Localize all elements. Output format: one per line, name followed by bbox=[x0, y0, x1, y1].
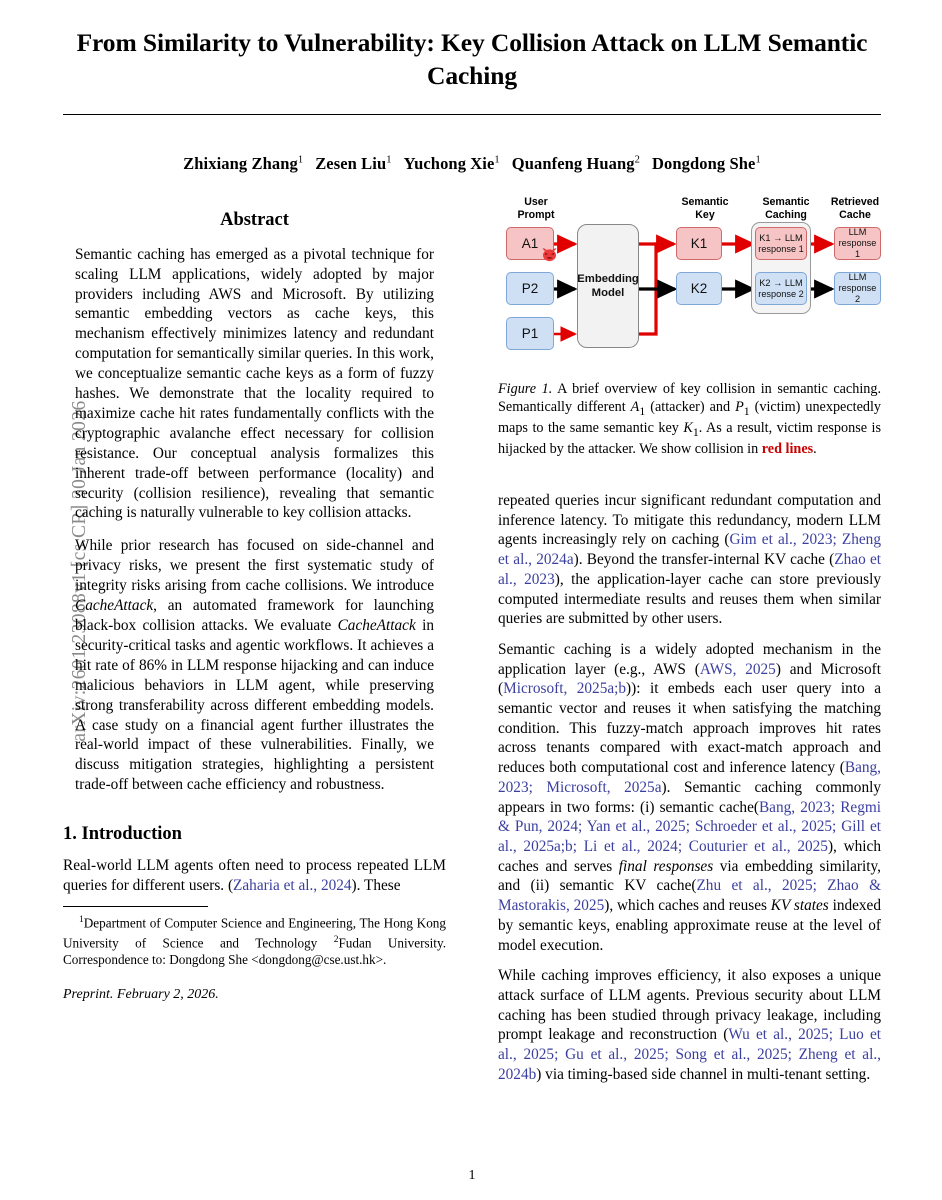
citation-link[interactable]: Zaharia et al., 2024 bbox=[233, 876, 352, 894]
caption-symbol-p1: P bbox=[735, 398, 744, 415]
node-cache-entry-1[interactable] bbox=[755, 227, 807, 260]
body-text: ). Beyond the transfer-internal KV cache ( bbox=[573, 551, 835, 569]
node-semantic-key-k1[interactable]: K1 bbox=[676, 227, 722, 260]
citation-sep: ; bbox=[664, 1046, 676, 1064]
section-heading-introduction: 1. Introduction bbox=[63, 824, 182, 845]
node-victim-prompt-p1[interactable]: P1 bbox=[506, 317, 554, 350]
diagram-label-semantic-caching: Semantic Caching bbox=[762, 196, 810, 221]
citation-sep: ; bbox=[578, 818, 587, 836]
footnote-marker-2: 2 bbox=[333, 935, 339, 946]
citation-sep: ; bbox=[677, 837, 689, 855]
emphasis-kv-states: KV states bbox=[770, 897, 829, 915]
citation-link[interactable]: Yan et al., 2025 bbox=[586, 818, 686, 836]
author-name: Zhixiang Zhang bbox=[183, 154, 298, 173]
right-paragraph-1 bbox=[498, 491, 881, 629]
footnote-block bbox=[63, 912, 446, 969]
author-entry bbox=[652, 154, 761, 173]
body-text: ), which caches and reuses bbox=[604, 897, 771, 915]
cacheattack-name: CacheAttack bbox=[337, 617, 416, 635]
body-text: ) and Microsoft ( bbox=[498, 660, 881, 698]
citation-link[interactable]: Bang, 2023 bbox=[498, 759, 881, 796]
citation-link[interactable]: Wu et al., 2025 bbox=[728, 1026, 829, 1044]
intro-text: Real-world LLM agents often need to process repeated LLM queries for different users. ( bbox=[63, 856, 446, 894]
abstract-body bbox=[63, 245, 446, 795]
node-victim-prompt-p2[interactable]: P2 bbox=[506, 272, 554, 305]
abstract-heading: Abstract bbox=[220, 210, 289, 230]
figure-diagram bbox=[498, 196, 881, 371]
diagram-label-semantic-key: Semantic Key bbox=[681, 196, 729, 221]
body-text: While caching improves efficiency, it also exposes a unique attack surface of LLM agents. Previous security about LLM caching has been studied through privacy leakage, including prompt leakage and reconstruction ( bbox=[498, 967, 881, 1044]
body-text: ), the application-layer cache can store previously computed intermediate results and reuses them when similar queries are submitted by other users. bbox=[498, 570, 881, 628]
citation-sep: ; bbox=[812, 877, 828, 895]
citation-sep: ; bbox=[787, 1046, 799, 1064]
retrieved-cache-2-line-1: LLM bbox=[848, 272, 867, 282]
node-cache-entry-2[interactable] bbox=[755, 272, 807, 305]
caption-red-lines: red lines bbox=[761, 441, 814, 458]
author-entry bbox=[404, 154, 500, 173]
citation-link[interactable]: Bang, 2023 bbox=[758, 798, 831, 816]
citation-link[interactable]: Couturier et al., 2025 bbox=[688, 837, 828, 855]
body-text: ). Semantic caching commonly appears in two forms: (i) semantic cache( bbox=[498, 778, 881, 816]
body-text: ) via timing-based side channel in multi-tenant setting. bbox=[536, 1065, 871, 1083]
retrieved-cache-2-line-2: response 2 bbox=[838, 283, 877, 304]
cache-entry-2-line-1: K2 → LLM bbox=[759, 277, 803, 288]
intro-text: ). These bbox=[351, 876, 401, 894]
figure-caption bbox=[498, 381, 881, 459]
citation-sep: ; bbox=[830, 798, 841, 816]
body-text: ), which caches and serves bbox=[498, 837, 881, 875]
citation-link[interactable]: Zhu et al., 2025 bbox=[696, 877, 813, 895]
citation-link[interactable]: Microsoft, 2025a;b bbox=[503, 680, 627, 698]
author-name: Dongdong She bbox=[652, 154, 756, 173]
node-attacker-prompt-a1[interactable]: A1 bbox=[506, 227, 554, 260]
abstract-text: , an automated framework for launching black-box collision attacks. We evaluate bbox=[75, 597, 434, 635]
footnote-affiliation-1: Department of Computer Science and Engineering, The Hong Kong University of Science and Technology bbox=[63, 915, 446, 951]
caption-symbol-k1-sub: 1 bbox=[692, 424, 699, 439]
left-column bbox=[63, 196, 446, 1005]
citation-link[interactable]: Song et al., 2025 bbox=[675, 1046, 788, 1064]
citation-link[interactable]: Zheng et al., 2024b bbox=[498, 1046, 881, 1083]
citation-link[interactable]: Luo et al., 2025 bbox=[498, 1026, 881, 1064]
cache-entry-1-line-1: K1 → LLM bbox=[759, 232, 803, 243]
node-retrieved-cache-2[interactable] bbox=[834, 272, 881, 305]
author-affiliation-marker: 1 bbox=[755, 154, 761, 166]
right-column bbox=[498, 196, 881, 1095]
citation-link[interactable]: AWS, 2025 bbox=[699, 660, 776, 678]
author-name: Zesen Liu bbox=[315, 154, 387, 173]
citation-link[interactable]: Zhao et al., 2023 bbox=[498, 551, 882, 588]
caption-text: A brief overview of key collision in semantic caching. Semantically different bbox=[498, 381, 881, 415]
citation-sep: ; bbox=[572, 837, 584, 855]
body-text: indexed by semantic keys, enabling approximate reuse at the level of model execution. bbox=[498, 897, 881, 954]
citation-link[interactable]: Regmi & Pun, 2024 bbox=[498, 798, 881, 836]
citation-link[interactable]: Gim et al., 2023 bbox=[729, 531, 833, 549]
diagram-label-user-prompt: User Prompt bbox=[517, 196, 555, 221]
right-paragraph-3 bbox=[498, 966, 881, 1084]
author-name: Yuchong Xie bbox=[403, 154, 495, 173]
citation-sep: ; bbox=[832, 818, 842, 836]
abstract-paragraph-1: Semantic caching has emerged as a pivotal technique for scaling LLM applications, widely adopted by major providers including AWS and Microsoft. By utilizing semantic embedding vectors as cache keys, this mechanism effectively minimizes latency and redundant computation for semantically similar queries. In this work, we conceptualize semantic cache keys as a form of fuzzy hashes. We demonstrate that the locality required to maximize cache hit rates fundamentally conflicts with the cryptographic avalanche effect necessary for collision resistance. Our conceptual analysis formalizes this inherent trade-off between performance (locality) and security (collision resilience), revealing that semantic caching is naturally vulnerable to key collision attacks. bbox=[75, 245, 434, 522]
body-text: repeated queries incur significant redundant computation and inference latency. To mitigate this redundancy, modern LLM agents increasingly rely on caching ( bbox=[498, 492, 881, 549]
author-affiliation-marker: 1 bbox=[297, 154, 304, 166]
caption-text: (victim) unexpectedly maps to the same semantic key bbox=[498, 398, 882, 437]
diagram-label-retrieved-cache: Retrieved Cache bbox=[830, 196, 880, 221]
citation-sep: ; bbox=[685, 818, 695, 836]
author-entry bbox=[183, 154, 303, 173]
citation-sep: ; bbox=[528, 778, 547, 796]
caption-text: . bbox=[813, 441, 817, 458]
body-text: )): it embeds each user query into a semantic vector and reuses it when satisfying the matching condition. This fuzzy-match approach improves hit rates across tenants compared with exact-match approach and reduces both computational cost and inference latency ( bbox=[498, 680, 881, 777]
author-affiliation-marker: 1 bbox=[494, 154, 500, 166]
author-list bbox=[63, 154, 881, 174]
title-divider bbox=[63, 114, 881, 115]
abstract-text: in security-critical tasks and agentic workflows. It achieves a hit rate of 86% in LLM response hijacking and can induce malicious behaviors in LLM agent, while preserving strong transferability across different embedding models. A case study on a financial agent further illustrates the real-world impact of these vulnerabilities. Finally, we discuss mitigation strategies, highlighting a persistent trade-off between cache efficiency and robustness. bbox=[75, 617, 434, 794]
caption-symbol-k1: K bbox=[683, 420, 693, 437]
caption-text: . As a result, victim response is hijacked by the attacker. We show collision in bbox=[498, 420, 881, 458]
author-entry bbox=[315, 154, 391, 173]
cache-entry-2-line-2: response 2 bbox=[758, 288, 804, 299]
citation-link[interactable]: Gill et al., 2025a;b bbox=[498, 818, 881, 855]
citation-link[interactable]: Schroeder et al., 2025 bbox=[694, 818, 833, 836]
cache-entry-1-line-2: response 1 bbox=[758, 243, 804, 254]
footnote-divider bbox=[63, 906, 208, 907]
body-text: Semantic caching is a widely adopted mechanism in the application layer (e.g., AWS ( bbox=[498, 640, 881, 678]
caption-text: (attacker) and bbox=[645, 398, 736, 415]
page-number: 1 bbox=[468, 1168, 476, 1183]
caption-symbol-p1-sub: 1 bbox=[743, 403, 750, 418]
intro-paragraph-1 bbox=[63, 856, 446, 895]
citation-link[interactable]: Li et al., 2024 bbox=[583, 837, 678, 855]
devil-icon bbox=[540, 244, 559, 266]
author-affiliation-marker: 2 bbox=[634, 154, 641, 166]
page-title: From Similarity to Vulnerability: Key Collision Attack on LLM Semantic Caching bbox=[76, 28, 868, 90]
node-embedding-model[interactable] bbox=[577, 224, 639, 348]
cacheattack-name: CacheAttack bbox=[75, 597, 154, 615]
right-paragraph-2 bbox=[498, 640, 881, 955]
footnote-marker-1: 1 bbox=[79, 915, 84, 926]
body-text: via embedding similarity, and (ii) semantic KV cache( bbox=[498, 857, 881, 895]
citation-link[interactable]: Zheng et al., 2024a bbox=[498, 531, 881, 569]
abstract-text: While prior research has focused on side-channel and privacy risks, we present the first systematic study of integrity risks arising from cache collisions. We introduce bbox=[75, 537, 434, 595]
citation-sep: ; bbox=[832, 531, 842, 549]
embedding-model-line-2: Model bbox=[591, 287, 625, 299]
preprint-notice: Preprint. February 2, 2026. bbox=[63, 986, 219, 1002]
citation-sep: ; bbox=[554, 1046, 566, 1064]
citation-link[interactable]: Microsoft, 2025a bbox=[546, 778, 662, 796]
citation-sep: ; bbox=[828, 1026, 840, 1044]
abstract-paragraph-2 bbox=[75, 536, 434, 795]
two-column-body bbox=[63, 196, 881, 1196]
author-affiliation-marker: 1 bbox=[386, 154, 392, 166]
figure-number: Figure 1. bbox=[498, 381, 553, 397]
author-name: Quanfeng Huang bbox=[511, 154, 635, 173]
retrieved-cache-1-line-2: response 1 bbox=[838, 238, 877, 259]
embedding-model-line-1: Embedding bbox=[577, 273, 639, 285]
node-retrieved-cache-1[interactable] bbox=[834, 227, 881, 260]
paper-page bbox=[63, 0, 881, 1200]
arxiv-stamp: arXiv:2601.23088v1 [cs.CR] 30 Jan 2026 bbox=[69, 400, 90, 742]
emphasis-final-responses: final responses bbox=[618, 857, 714, 875]
caption-symbol-a1-sub: 1 bbox=[639, 403, 646, 418]
author-entry bbox=[512, 154, 640, 173]
retrieved-cache-1-line-1: LLM bbox=[848, 227, 867, 237]
citation-link[interactable]: Gu et al., 2025 bbox=[565, 1046, 665, 1064]
figure-1 bbox=[498, 196, 881, 459]
node-semantic-key-k2[interactable]: K2 bbox=[676, 272, 722, 305]
caption-symbol-a1: A bbox=[630, 398, 640, 415]
citation-link[interactable]: Zhao & Mastorakis, 2025 bbox=[498, 877, 881, 915]
footnote-affiliation-2: Fudan University. Correspondence to: Dongdong She <dongdong@cse.ust.hk>. bbox=[63, 935, 446, 968]
